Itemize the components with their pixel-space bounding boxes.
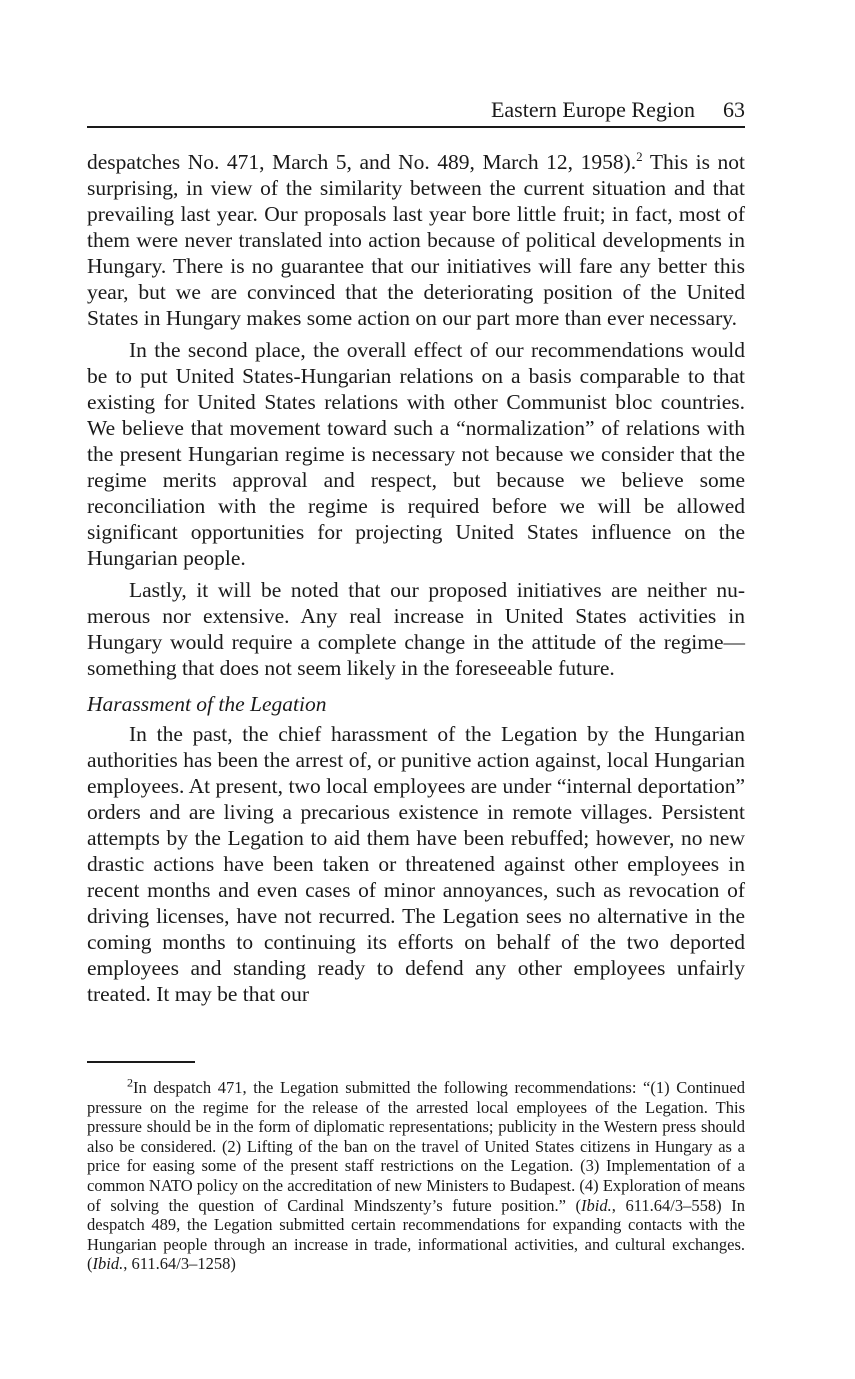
- main-text: [87, 149, 745, 1013]
- paragraph-1: [87, 149, 745, 331]
- paragraph-3: Lastly, it will be noted that our proposed initiatives are neither numerous nor extensive. Any real increase in United States activities in Hungary would require a complete change in the attitude of the regime—something that does not seem likely in the foreseeable future.: [87, 578, 745, 680]
- paragraph-2: In the second place, the overall effect of our recommendations would be to put United States-Hungarian relations on a basis comparable to that existing for United States relations with other Communist bloc countries. We believe that movement toward such a “normalization” of relations with the present Hungarian regime is necessary not because we consider that the regime merits approval and respect, but because we believe some reconciliation with the regime is required before we will be allowed significant opportunities for projecting United States influence on the Hungarian people.: [87, 338, 745, 570]
- running-header: [87, 96, 745, 128]
- section-heading: Harassment of the Legation: [87, 692, 327, 716]
- page-number: 63: [723, 97, 745, 122]
- footnote-text-b: , 611.64/3–558) In despatch 489, the Legation submitted certain recommendations for expanding contacts with the Hungarian people through an increase in trade, informational activities, and cultural exchanges. (: [87, 1195, 745, 1274]
- running-header-title: Eastern Europe Region: [490, 97, 695, 122]
- footnote-marker: 2: [127, 1075, 133, 1090]
- paragraph-1-text-b: This is not surprising, in view of the similarity between the current situation and that prevailing last year. Our proposals last year bore little fruit; in fact, most of them were never translated into action because of political developments in Hungary. There is no guarantee that our initiatives will fare any better this year, but we are convinced that the deteriorating position of the United States in Hungary makes some action on our part more than ever necessary.: [87, 150, 746, 330]
- footnote-reference-2[interactable]: 2: [636, 148, 643, 164]
- footnote-2-text: [87, 1075, 745, 1274]
- footnote-text-a: In despatch 471, the Legation submitted the following recommendations: “(1) Continued pressure on the regime for the release of the arrested local employees of the Legation. This pressure should be in the form of diplomatic representations; publicity in the Western press should also be considered. (2) Lifting of the ban on the travel of United States citizens in Hungary as a price for easing some of the present staff restrictions on the Legation. (3) Implementation of a common NATO policy on the accreditation of new Ministers to Budapest. (4) Exploration of means of solving the question of Cardinal Mindszenty’s future position.” (: [87, 1078, 745, 1215]
- footnote-text-c: , 611.64/3–1258): [123, 1254, 236, 1274]
- paragraph-1-text-a: despatches No. 471, March 5, and No. 489, March 12, 1958).: [87, 150, 637, 174]
- paragraph-4: In the past, the chief harassment of the Legation by the Hungarian authorities has been the arrest of, or punitive action against, local Hungarian employees. At present, two local employees are under “internal deportation” orders and are living a precarious existence in remote villages. Persistent attempts by the Legation to aid them have been rebuffed; however, no new drastic actions have been taken or threatened against other employees in recent months and even cases of minor annoyances, such as revocation of driving licenses, have not recurred. The Legation sees no alternative in the coming months to continuing its efforts on behalf of the two deported employees and standing ready to defend any other employees unfairly treated. It may be that our: [87, 722, 745, 1006]
- footnote-ibid-1: Ibid.: [581, 1195, 612, 1215]
- footnote-ibid-2: Ibid.: [92, 1254, 124, 1274]
- footnote-2: [87, 1075, 745, 1274]
- footnote-divider: [87, 1061, 195, 1063]
